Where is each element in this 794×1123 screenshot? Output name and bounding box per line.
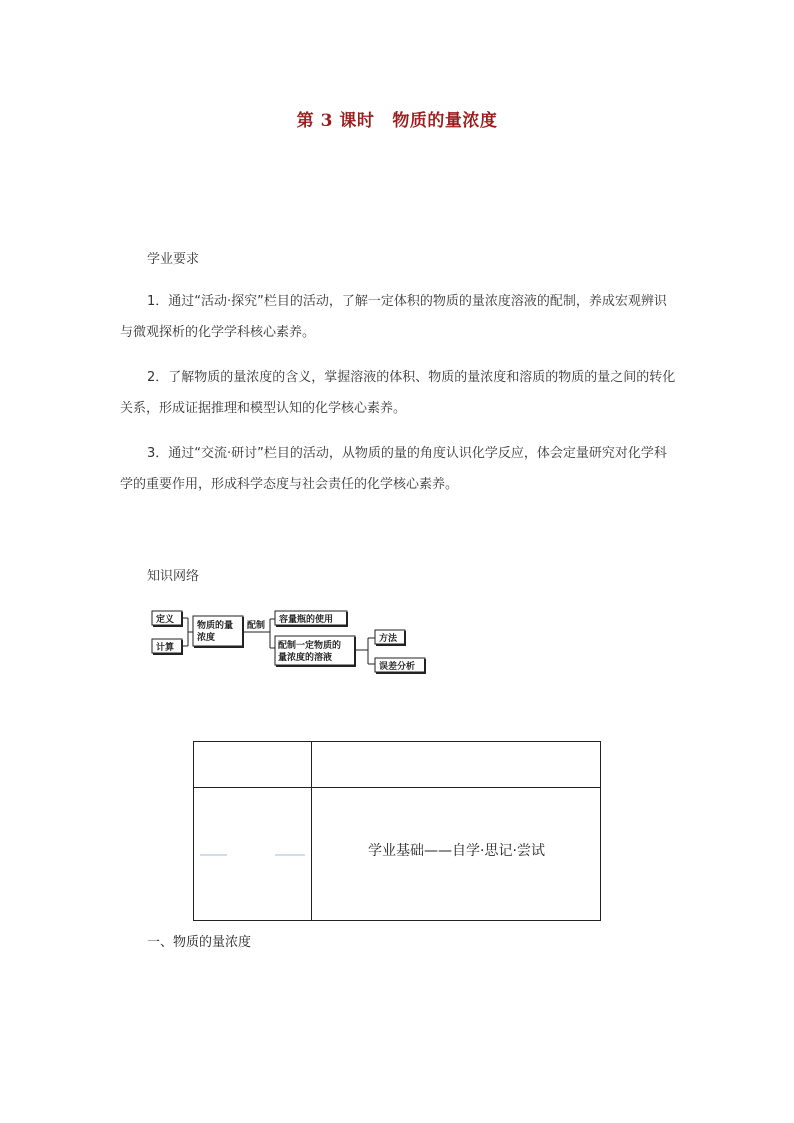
node-concept-line2: 浓度 bbox=[197, 633, 216, 643]
page-title bbox=[0, 106, 794, 131]
requirement-item-1: 1．通过“活动·探究”栏目的活动，了解一定体积的物质的量浓度溶液的配制，养成宏观辨识与微观探析的化学学科核心素养。 bbox=[120, 294, 667, 340]
node-volumetric-flask: 容量瓶的使用 bbox=[279, 615, 334, 625]
table-border-right bbox=[600, 741, 601, 921]
title-lesson-number: 第 3 课时 bbox=[296, 111, 375, 131]
section-banner-table bbox=[193, 741, 601, 921]
table-column-divider bbox=[311, 741, 312, 921]
network-heading: 知识网络 bbox=[147, 569, 200, 584]
node-definition: 定义 bbox=[156, 615, 175, 625]
faint-rule-left bbox=[200, 854, 227, 856]
section-1-heading: 一、物质的量浓度 bbox=[147, 935, 252, 950]
table-border-left bbox=[193, 741, 194, 921]
table-row-divider bbox=[193, 787, 601, 788]
node-concept-line1: 物质的量 bbox=[197, 621, 234, 631]
knowledge-network-diagram bbox=[150, 608, 440, 678]
node-prepare-line2: 量浓度的溶液 bbox=[278, 653, 333, 663]
edge-label-prepare: 配制 bbox=[247, 621, 266, 631]
table-border-top bbox=[193, 741, 601, 742]
requirement-item-3: 3．通过“交流·研讨”栏目的活动，从物质的量的角度认识化学反应，体会定量研究对化学科学的重要作用，形成科学态度与社会责任的化学核心素养。 bbox=[120, 446, 667, 492]
node-prepare-line1: 配制一定物质的 bbox=[278, 641, 342, 651]
requirement-item-2: 2．了解物质的量浓度的含义，掌握溶液的体积、物质的量浓度和溶质的物质的量之间的转化关系，形成证据推理和模型认知的化学核心素养。 bbox=[120, 370, 676, 416]
table-border-bottom bbox=[193, 920, 601, 921]
requirements-heading: 学业要求 bbox=[147, 252, 200, 267]
section-banner-text: 学业基础——自学·思记·尝试 bbox=[368, 843, 545, 859]
faint-rule-right bbox=[275, 854, 305, 856]
node-error-analysis: 误差分析 bbox=[379, 662, 416, 672]
node-calculation: 计算 bbox=[156, 643, 175, 653]
node-method: 方法 bbox=[379, 634, 398, 644]
title-topic: 物质的量浓度 bbox=[392, 111, 498, 131]
